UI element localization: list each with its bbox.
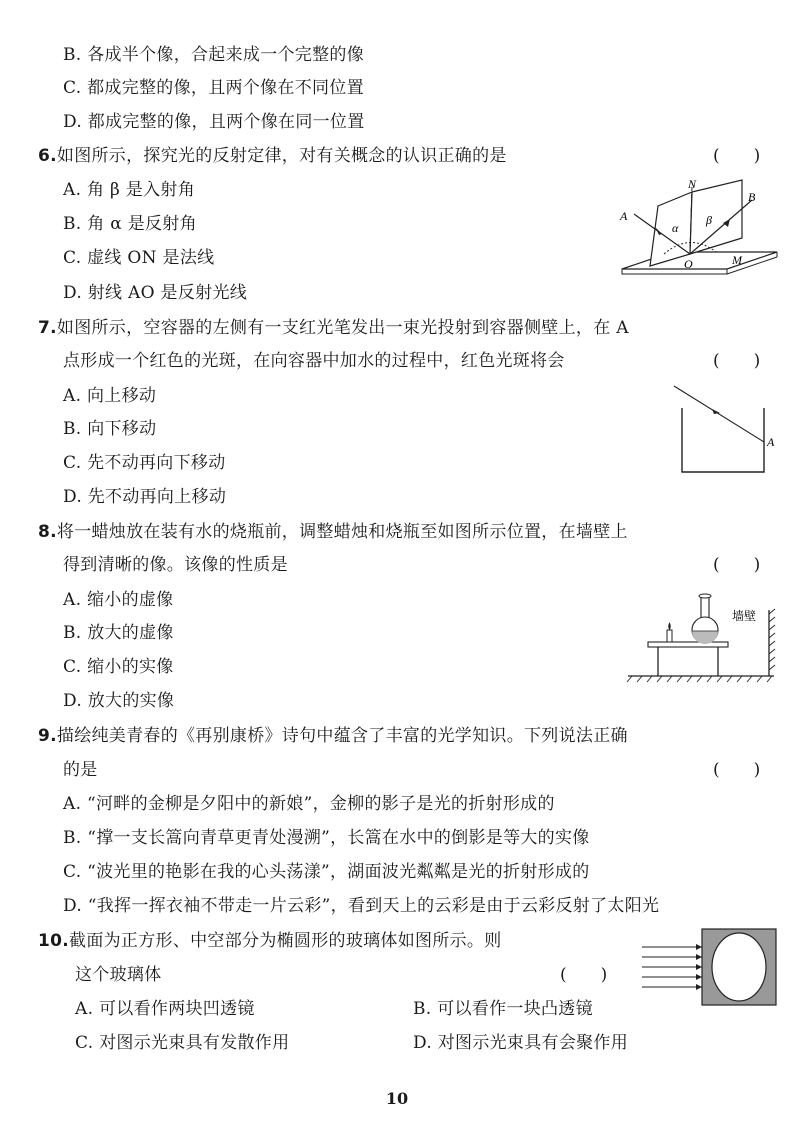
q9-stem-line1 — [38, 725, 628, 747]
q7-number: 7. — [38, 318, 57, 338]
q7-stem-text-1: 如图所示，空容器的左侧有一支红光笔发出一束光投射到容器侧壁上，在 A — [56, 318, 629, 338]
q5-option-b: B. 各成半个像，合起来成一个完整的像 — [63, 45, 364, 65]
q6-number: 6. — [38, 146, 57, 166]
q7-option-a: A. 向上移动 — [63, 386, 157, 406]
q7-option-b: B. 向下移动 — [63, 419, 157, 439]
page-number: 10 — [385, 1089, 409, 1108]
q6-stem-text: 如图所示，探究光的反射定律，对有关概念的认识正确的是 — [56, 146, 507, 166]
glass-block-figure — [638, 925, 784, 1009]
q10-stem-line2: 这个玻璃体 — [75, 965, 162, 985]
q7-stem-line1 — [38, 317, 629, 339]
fig8-wall-label: 墙壁 — [732, 609, 757, 623]
q9-option-b: B. “撑一支长篙向青草更青处漫溯”，长篙在水中的倒影是等大的实像 — [63, 828, 590, 848]
q6-option-b: B. 角 α 是反射角 — [63, 214, 197, 234]
q6-option-c: C. 虚线 ON 是法线 — [63, 248, 215, 268]
q6-stem — [38, 145, 507, 167]
q10-option-a: A. 可以看作两块凹透镜 — [75, 999, 255, 1019]
fig6-label-alpha: α — [672, 221, 679, 235]
fig6-label-b: B — [748, 190, 756, 204]
candle-flask-wall-figure — [624, 582, 782, 686]
q8-stem-line2: 得到清晰的像。该像的性质是 — [63, 555, 288, 575]
q7-option-c: C. 先不动再向下移动 — [63, 453, 226, 473]
q10-number: 10. — [38, 931, 70, 951]
q8-option-a: A. 缩小的虚像 — [63, 590, 174, 610]
fig6-label-m: M — [732, 253, 742, 267]
q9-option-a: A. “河畔的金柳是夕阳中的新娘”，金柳的影子是光的折射形成的 — [63, 794, 555, 814]
q10-option-d: D. 对图示光束具有会聚作用 — [413, 1033, 629, 1053]
q7-option-d: D. 先不动再向上移动 — [63, 487, 227, 507]
q9-option-d: D. “我挥一挥衣袖不带走一片云彩”，看到天上的云彩是由于云彩反射了太阳光 — [63, 896, 660, 916]
reflection-experiment-figure — [612, 174, 782, 286]
q7-answer-paren: ( ) — [713, 351, 761, 371]
q6-option-d: D. 射线 AO 是反射光线 — [63, 283, 248, 303]
q10-option-c: C. 对图示光束具有发散作用 — [75, 1033, 290, 1053]
fig6-label-o: O — [684, 257, 693, 271]
q9-stem-line2: 的是 — [63, 760, 98, 780]
fig7-label-a: A — [767, 435, 775, 449]
fig6-label-beta: β — [706, 213, 712, 227]
q8-stem-text-1: 将一蜡烛放在装有水的烧瓶前，调整蜡烛和烧瓶至如图所示位置，在墙壁上 — [56, 522, 628, 542]
q10-stem-line1 — [38, 930, 502, 952]
q5-option-d: D. 都成完整的像，且两个像在同一位置 — [63, 112, 365, 132]
q10-stem-text-1: 截面为正方形、中空部分为椭圆形的玻璃体如图所示。则 — [69, 931, 502, 951]
q5-option-c: C. 都成完整的像，且两个像在不同位置 — [63, 78, 364, 98]
q10-answer-paren: ( ) — [560, 965, 608, 985]
q8-option-c: C. 缩小的实像 — [63, 657, 174, 677]
q8-option-b: B. 放大的虚像 — [63, 623, 174, 643]
q7-stem-line2: 点形成一个红色的光斑，在向容器中加水的过程中，红色光斑将会 — [63, 351, 565, 371]
q6-option-a: A. 角 β 是入射角 — [63, 180, 196, 200]
q10-option-b: B. 可以看作一块凸透镜 — [413, 999, 593, 1019]
fig6-label-n: N — [688, 177, 697, 191]
q9-answer-paren: ( ) — [713, 760, 761, 780]
q9-number: 9. — [38, 726, 57, 746]
q8-option-d: D. 放大的实像 — [63, 691, 175, 711]
container-light-figure — [668, 380, 780, 478]
q8-answer-paren: ( ) — [713, 555, 761, 575]
q9-option-c: C. “波光里的艳影在我的心头荡漾”，湖面波光粼粼是光的折射形成的 — [63, 862, 590, 882]
fig6-label-a: A — [620, 209, 628, 223]
q8-stem-line1 — [38, 521, 628, 543]
q6-answer-paren: ( ) — [713, 146, 761, 166]
q8-number: 8. — [38, 522, 57, 542]
q9-stem-text-1: 描绘纯美青春的《再别康桥》诗句中蕴含了丰富的光学知识。下列说法正确 — [56, 726, 628, 746]
